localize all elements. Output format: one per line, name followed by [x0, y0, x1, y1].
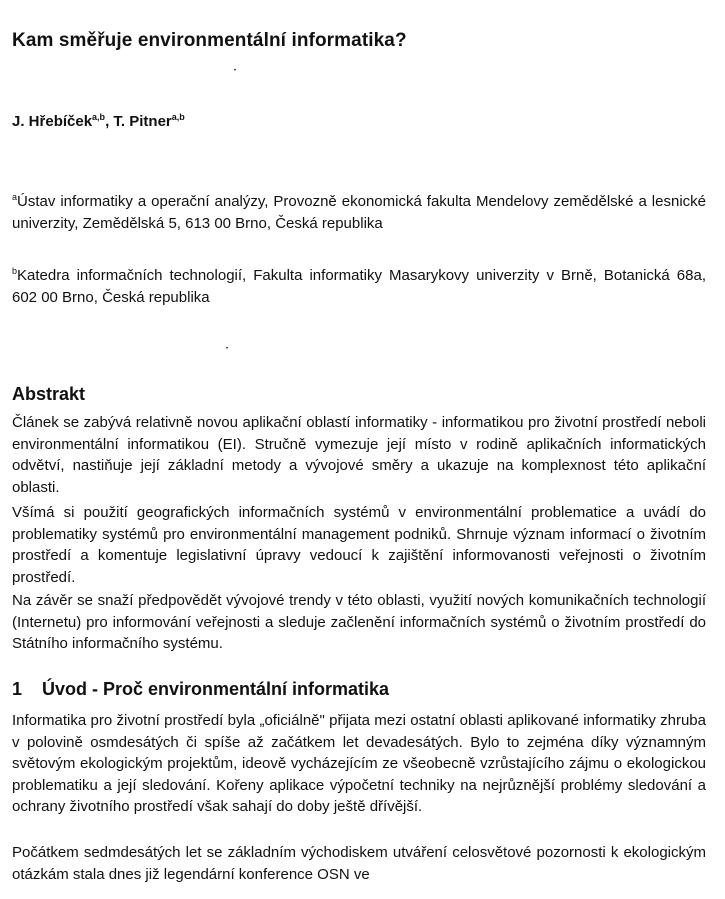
abstract-paragraph: Všímá si použití geografických informačních systémů v environmentální problematice a uvádí do problematiky systémů pro environmentální management podniků. Shrnuje význam informací o životním prostředí a komentuje legislativní úpravy vedoucí k zajištění informovanosti veřejnosti o životním prostředí. [12, 504, 706, 586]
body-paragraph: Počátkem sedmdesátých let se základním východiskem utváření celosvětové pozornosti k ekologickým otázkám stala dnes již legendární konference OSN ve [12, 844, 706, 883]
author-line [12, 112, 185, 130]
author-affiliation-mark: a,b [171, 112, 185, 122]
section-number: 1 [12, 679, 23, 699]
affiliation-mark: a [12, 192, 18, 202]
author-separator: , [105, 113, 114, 130]
speck: • [234, 68, 237, 74]
abstract-paragraph: Článek se zabývá relativně novou aplikační oblastí informatiky - informatikou pro životní prostředí neboli environmentální informatikou (EI). Stručně vymezuje její místo v rodině aplikačních informatických odvětví, nastiňuje její základní metody a vývojové směry a ukazuje na komplexnost této aplikační oblasti. [12, 414, 706, 496]
author-affiliation-mark: a,b [92, 112, 106, 122]
affiliation-a [12, 186, 706, 235]
author-name: T. Pitner [113, 113, 172, 130]
body-paragraph: Informatika pro životní prostředí byla „oficiálně" přijata mezi ostatní oblasti aplikované informatiky zhruba v polovině osmdesátých či spíše až začátkem let devadesátých. Bylo to zejména díky významným světovým ekologickým projektům, ideově vycházejícím ze všeobecně vzrůstajícího zájmu o ekologickou problematiku a její sledování. Kořeny aplikace výpočetní techniky na nejrůznější problémy sledování a ochrany životního prostředí však sahají do doby ještě dřívější. [12, 712, 706, 815]
speck: • [226, 346, 229, 352]
affiliation-mark: b [12, 266, 18, 276]
section-heading [12, 679, 389, 700]
affiliation-text: Katedra informačních technologií, Fakulta informatiky Masarykovy univerzity v Brně, Botanická 68a, 602 00 Brno, Česká republika [12, 267, 706, 306]
abstract-heading: Abstrakt [12, 384, 86, 404]
section-title: Úvod - Proč environmentální informatika [42, 679, 390, 699]
affiliation-text: Ústav informatiky a operační analýzy, Provozně ekonomická fakulta Mendelovy zemědělské a lesnické univerzity, Zemědělská 5, 613 00 Brno, Česká republika [12, 193, 706, 232]
abstract-paragraph: Na závěr se snaží předpovědět vývojové trendy v této oblasti, využití nových komunikačních technologií (Internetu) pro informování veřejnosti a sleduje začlenění informačních systémů o životním prostředí do Státního informačního systému. [12, 592, 706, 652]
author-name: J. Hřebíček [12, 113, 93, 130]
affiliation-b [12, 260, 706, 309]
paper-title: Kam směřuje environmentální informatika? [12, 30, 407, 51]
